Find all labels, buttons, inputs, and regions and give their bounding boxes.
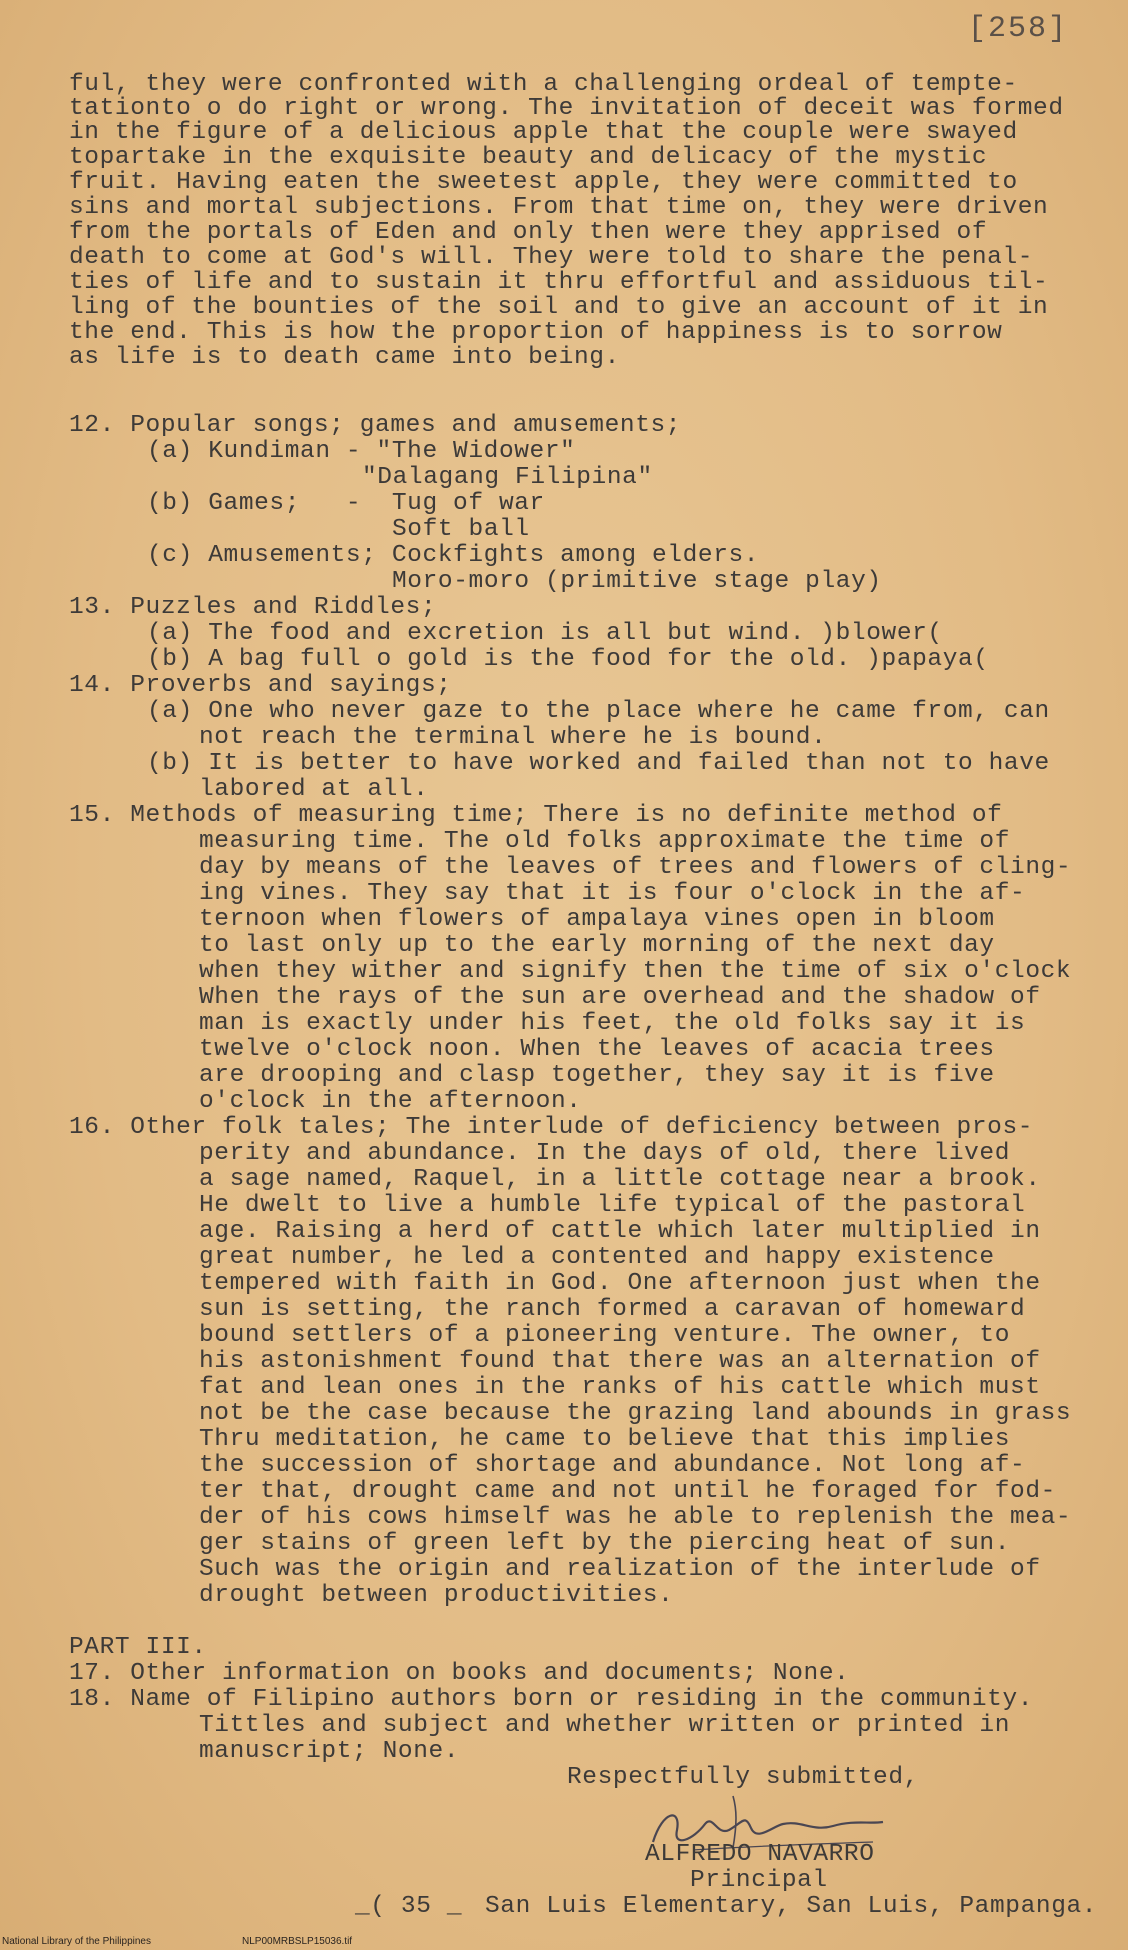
text-line: man is exactly under his feet, the old folks say it is bbox=[199, 1010, 1026, 1037]
text-line: Such was the origin and realization of the interlude of bbox=[199, 1556, 1041, 1583]
text-line: not be the case because the grazing land abounds in grass bbox=[199, 1400, 1072, 1427]
text-line: Soft ball bbox=[392, 516, 530, 543]
item-heading: 16. Other folk tales; The interlude of deficiency between pros- bbox=[69, 1114, 1034, 1141]
footer-filename: NLP00MRBSLP15036.tif bbox=[242, 1936, 353, 1947]
text-line: (b) Games; - Tug of war bbox=[147, 490, 545, 517]
text-line: not reach the terminal where he is bound. bbox=[199, 724, 827, 751]
part-heading: PART III. bbox=[69, 1634, 207, 1661]
text-line: the succession of shortage and abundance. Not long af- bbox=[199, 1452, 1026, 1479]
text-line: great number, he led a contented and happy existence bbox=[199, 1244, 995, 1271]
text-line: (c) Amusements; Cockfights among elders. bbox=[147, 542, 760, 569]
text-line: when they wither and signify then the time of six o'clock bbox=[199, 958, 1072, 985]
footer-library: National Library of the Philippines bbox=[2, 1936, 151, 1947]
signatory-title: Principal bbox=[690, 1867, 828, 1894]
text-line: twelve o'clock noon. When the leaves of acacia trees bbox=[199, 1036, 995, 1063]
text-line: "Dalagang Filipina" bbox=[362, 464, 653, 491]
item-heading: 14. Proverbs and sayings; bbox=[69, 672, 452, 699]
text-line: He dwelt to live a humble life typical of the pastoral bbox=[199, 1192, 1026, 1219]
text-line: 18. Name of Filipino authors born or residing in the community. bbox=[69, 1686, 1034, 1713]
text-line: sins and mortal subjections. From that time on, they were driven bbox=[69, 194, 1049, 221]
text-line: perity and abundance. In the days of old, there lived bbox=[199, 1140, 1011, 1167]
item-heading: 15. Methods of measuring time; There is no definite method of bbox=[69, 802, 1003, 829]
text-line: from the portals of Eden and only then were they apprised of bbox=[69, 219, 988, 246]
page-number-stamp: [258] bbox=[967, 12, 1068, 46]
text-line: a sage named, Raquel, in a little cottage near a brook. bbox=[199, 1166, 1041, 1193]
text-line: (b) A bag full o gold is the food for the old. )papaya( bbox=[147, 646, 989, 673]
text-line: ternoon when flowers of ampalaya vines open in bloom bbox=[199, 906, 995, 933]
school-name: San Luis Elementary, San Luis, Pampanga. bbox=[485, 1893, 1098, 1920]
closing-text: Respectfully submitted, bbox=[567, 1764, 919, 1791]
text-line: are drooping and clasp together, they say it is five bbox=[199, 1062, 995, 1089]
text-line: manuscript; None. bbox=[199, 1738, 460, 1765]
text-line: to last only up to the early morning of the next day bbox=[199, 932, 995, 959]
text-line: fat and lean ones in the ranks of his cattle which must bbox=[199, 1374, 1041, 1401]
scan-footer bbox=[0, 1936, 1128, 1950]
item-heading: 13. Puzzles and Riddles; bbox=[69, 594, 437, 621]
text-line: der of his cows himself was he able to replenish the mea- bbox=[199, 1504, 1072, 1531]
text-line: ing vines. They say that it is four o'clock in the af- bbox=[199, 880, 1026, 907]
text-line: fruit. Having eaten the sweetest apple, they were committed to bbox=[69, 169, 1018, 196]
text-line: drought between productivities. bbox=[199, 1582, 674, 1609]
text-line: topartake in the exquisite beauty and delicacy of the mystic bbox=[69, 144, 988, 171]
signatory-name: ALFREDO NAVARRO bbox=[645, 1841, 875, 1868]
text-line: his astonishment found that there was an alternation of bbox=[199, 1348, 1041, 1375]
text-line: 17. Other information on books and documents; None. bbox=[69, 1660, 850, 1687]
text-line: as life is to death came into being. bbox=[69, 344, 620, 371]
text-line: measuring time. The old folks approximate the time of bbox=[199, 828, 1011, 855]
page-number: _( 35 _ bbox=[355, 1893, 463, 1920]
text-line: the end. This is how the proportion of happiness is to sorrow bbox=[69, 319, 1003, 346]
text-line: age. Raising a herd of cattle which later multiplied in bbox=[199, 1218, 1041, 1245]
item-heading: 12. Popular songs; games and amusements; bbox=[69, 412, 682, 439]
text-line: Moro-moro (primitive stage play) bbox=[392, 568, 882, 595]
text-line: in the figure of a delicious apple that the couple were swayed bbox=[69, 119, 1018, 146]
text-line: sun is setting, the ranch formed a caravan of homeward bbox=[199, 1296, 1026, 1323]
text-line: death to come at God's will. They were told to share the penal- bbox=[69, 244, 1034, 271]
text-line: ter that, drought came and not until he foraged for fod- bbox=[199, 1478, 1056, 1505]
text-line: (a) One who never gaze to the place where he came from, can bbox=[147, 698, 1050, 725]
text-line: Thru meditation, he came to believe that this implies bbox=[199, 1426, 1011, 1453]
text-line: ling of the bounties of the soil and to give an account of it in bbox=[69, 294, 1049, 321]
text-line: tempered with faith in God. One afternoon just when the bbox=[199, 1270, 1041, 1297]
text-line: ties of life and to sustain it thru effortful and assiduous til- bbox=[69, 269, 1049, 296]
text-line: ful, they were confronted with a challenging ordeal of temptе- bbox=[69, 71, 1018, 98]
text-line: day by means of the leaves of trees and flowers of cling- bbox=[199, 854, 1072, 881]
text-line: (b) It is better to have worked and failed than not to have bbox=[147, 750, 1050, 777]
text-line: (a) The food and excretion is all but wind. )blower( bbox=[147, 620, 943, 647]
text-line: Tittles and subject and whether written or printed in bbox=[199, 1712, 1011, 1739]
text-line: bound settlers of a pioneering venture. The owner, to bbox=[199, 1322, 1011, 1349]
text-line: o'clock in the afternoon. bbox=[199, 1088, 582, 1115]
text-line: (a) Kundiman - "The Widower" bbox=[147, 438, 576, 465]
text-line: labored at all. bbox=[199, 776, 429, 803]
text-line: ger stains of green left by the piercing heat of sun. bbox=[199, 1530, 1011, 1557]
text-line: tationto o do right or wrong. The invitation of deceit was formed bbox=[69, 95, 1064, 122]
text-line: When the rays of the sun are overhead and the shadow of bbox=[199, 984, 1041, 1011]
